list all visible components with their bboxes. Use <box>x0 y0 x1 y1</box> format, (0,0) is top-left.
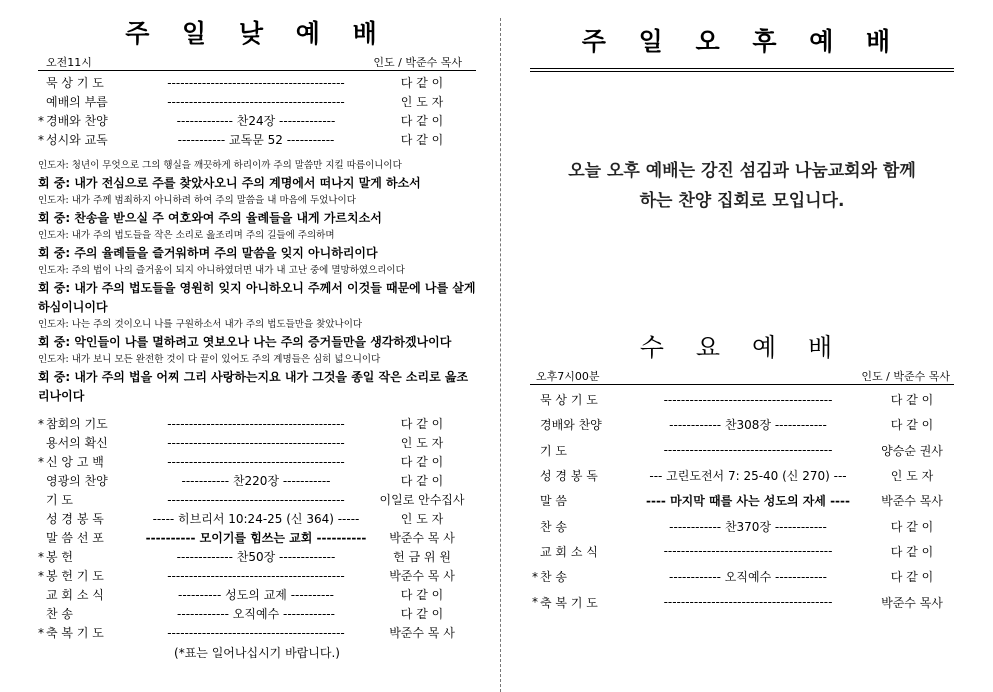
wednesday-order-row <box>530 387 954 412</box>
order-item-responsible: 다 같 이 <box>400 133 444 147</box>
order-item-label: 축 복 기 도 <box>540 595 598 610</box>
order-item-detail: ------------- 찬50장 ------------- <box>176 550 336 564</box>
leader-line: 인도자: 내가 주의 법도들을 작은 소리로 읊조리며 주의 길들에 주의하며 <box>38 230 335 241</box>
standing-marker: * <box>38 416 44 431</box>
order-item-label: 기 도 <box>46 493 73 507</box>
order-item-detail: ----------------------------------------- <box>167 625 345 640</box>
morning-order-row <box>38 414 476 433</box>
morning-order-row <box>38 604 476 623</box>
order-item-detail: ---------- 모이기를 힘쓰는 교회 ---------- <box>145 531 367 545</box>
wednesday-service-title: 수 요 예 배 <box>639 333 845 362</box>
order-item-detail: ----------------------------------------- <box>167 492 345 507</box>
order-item-label: 기 도 <box>540 443 567 458</box>
wednesday-order-row <box>530 463 954 488</box>
congregation-line: 회 중: 내가 주의 법을 어찌 그리 사랑하는지요 내가 그것을 종일 작은 소리로 읊조리나이다 <box>38 370 469 403</box>
order-item-responsible: 헌 금 위 원 <box>393 550 451 564</box>
order-item-label: 묵 상 기 도 <box>540 393 598 408</box>
order-item-responsible: 다 같 이 <box>890 570 934 585</box>
order-item-label: 성 경 봉 독 <box>46 512 104 526</box>
morning-order-row <box>38 433 476 452</box>
morning-order-row <box>38 92 476 111</box>
order-item-responsible: 다 같 이 <box>890 393 934 408</box>
morning-order-row <box>38 623 476 642</box>
afternoon-announcement <box>530 156 954 216</box>
congregation-line: 회 중: 주의 율례들을 즐거워하며 주의 말씀을 잊지 아니하리이다 <box>38 246 378 260</box>
standing-marker: * <box>38 113 44 128</box>
order-item-label: 경배와 찬양 <box>540 418 602 433</box>
order-item-label: 찬 송 <box>540 570 567 585</box>
wednesday-service-leader: 인도 / 박준수 목사 <box>861 370 950 383</box>
congregation-line: 회 중: 악인들이 나를 멸하려고 엿보오나 나는 주의 증거들만을 생각하겠나이다 <box>38 335 452 349</box>
standing-marker: * <box>38 454 44 469</box>
right-column <box>530 0 954 692</box>
order-item-responsible: 박준수 목 사 <box>389 569 455 583</box>
leader-line: 인도자: 나는 주의 것이오니 나를 구원하소서 내가 주의 법도들만을 찾았나이다 <box>38 319 363 330</box>
order-item-responsible: 다 같 이 <box>400 417 444 431</box>
order-item-detail: ----------------------------------------- <box>167 435 345 450</box>
standing-marker: * <box>532 569 538 584</box>
morning-service-leader: 인도 / 박준수 목사 <box>373 56 462 69</box>
order-item-detail: ----------- 교독문 52 ----------- <box>177 133 335 147</box>
order-item-label: 성 경 봉 독 <box>540 469 598 484</box>
morning-service-header <box>38 54 476 70</box>
announcement-line-2: 하는 찬양 집회로 모입니다. <box>639 191 845 211</box>
standing-note: (*표는 일어나십시기 바랍니다.) <box>174 646 340 660</box>
order-item-responsible: 다 같 이 <box>890 418 934 433</box>
morning-order-row <box>38 509 476 528</box>
order-item-detail: --------------------------------------- <box>663 595 833 610</box>
wednesday-order-row <box>530 589 954 614</box>
afternoon-rule-bottom <box>530 71 954 72</box>
standing-marker: * <box>38 568 44 583</box>
order-item-label: 교 회 소 식 <box>540 544 598 559</box>
leader-line: 인도자: 청년이 무엇으로 그의 행실을 깨끗하게 하리이까 주의 말씀만 지킬 따름이니이다 <box>38 160 402 171</box>
order-item-detail: ---------- 성도의 교제 ---------- <box>177 588 334 602</box>
order-item-label: 봉 헌 기 도 <box>46 569 104 583</box>
morning-order-row <box>38 490 476 509</box>
wednesday-order-row <box>530 513 954 538</box>
wednesday-order-row <box>530 564 954 589</box>
order-item-responsible: 다 같 이 <box>400 607 444 621</box>
order-item-detail: ----------------------------------------- <box>167 75 345 90</box>
responsive-reading <box>38 158 476 406</box>
standing-marker: * <box>38 549 44 564</box>
morning-order-row <box>38 130 476 149</box>
announcement-line-1: 오늘 오후 예배는 강진 섬김과 나눔교회와 함께 <box>568 161 916 181</box>
afternoon-service-title: 주 일 오 후 예 배 <box>581 27 903 56</box>
order-item-detail: --------------------------------------- <box>663 392 833 407</box>
order-item-responsible: 다 같 이 <box>400 114 444 128</box>
order-item-label: 신 앙 고 백 <box>46 455 104 469</box>
order-item-label: 찬 송 <box>46 607 73 621</box>
order-item-responsible: 인 도 자 <box>400 436 444 450</box>
leader-line: 인도자: 주의 법이 나의 즐거움이 되지 아니하였더면 내가 내 고난 중에 멸망하였으리이다 <box>38 265 405 276</box>
order-item-label: 예배의 부름 <box>46 95 108 109</box>
order-item-responsible: 이일로 안수집사 <box>379 493 465 507</box>
morning-order-row <box>38 528 476 547</box>
order-item-detail: ------------- 찬24장 ------------- <box>176 114 336 128</box>
order-item-responsible: 인 도 자 <box>890 469 934 484</box>
order-item-detail: ----------- 찬220장 ----------- <box>181 474 331 488</box>
order-item-label: 말 씀 <box>540 494 567 509</box>
order-item-label: 봉 헌 <box>46 550 73 564</box>
order-item-responsible: 양승순 권사 <box>881 443 943 458</box>
wednesday-service-header <box>530 368 954 384</box>
order-item-responsible: 박준수 목사 <box>881 595 943 610</box>
congregation-line: 회 중: 내가 전심으로 주를 찾았사오니 주의 계명에서 떠나지 말게 하소서 <box>38 176 421 190</box>
morning-order-row <box>38 111 476 130</box>
wednesday-order-row <box>530 412 954 437</box>
order-item-detail: ------------ 찬308장 ------------ <box>669 418 827 433</box>
order-item-detail: --------------------------------------- <box>663 443 833 458</box>
order-item-label: 용서의 확신 <box>46 436 108 450</box>
standing-marker: * <box>532 595 538 610</box>
morning-header-rule <box>38 70 476 71</box>
wednesday-order-row <box>530 488 954 513</box>
order-item-label: 축 복 기 도 <box>46 626 104 640</box>
morning-order-bottom <box>38 414 476 642</box>
order-item-detail: ----------------------------------------- <box>167 94 345 109</box>
order-item-responsible: 박준수 목사 <box>881 494 943 509</box>
wednesday-order <box>530 387 954 615</box>
order-item-detail: ------------ 찬370장 ------------ <box>669 519 827 534</box>
order-item-detail: ----------------------------------------- <box>167 454 345 469</box>
order-item-label: 말 씀 선 포 <box>46 531 104 545</box>
order-item-detail: ----------------------------------------- <box>167 416 345 431</box>
order-item-detail: --- 고린도전서 7: 25-40 (신 270) --- <box>649 469 847 484</box>
morning-order-top <box>38 73 476 149</box>
order-item-detail: --------------------------------------- <box>663 544 833 559</box>
order-item-responsible: 박준수 목 사 <box>389 626 455 640</box>
leader-line: 인도자: 내가 주께 범죄하지 아니하려 하여 주의 말씀을 내 마음에 두었나이다 <box>38 195 356 206</box>
wednesday-service-time: 오후7시00분 <box>536 370 600 383</box>
order-item-responsible: 다 같 이 <box>400 474 444 488</box>
order-item-detail: ----- 히브리서 10:24-25 (신 364) ----- <box>152 512 360 526</box>
column-divider <box>500 18 501 692</box>
order-item-responsible: 박준수 목 사 <box>389 531 455 545</box>
order-item-detail: ---- 마지막 때를 사는 성도의 자세 ---- <box>645 494 850 509</box>
morning-order-row <box>38 452 476 471</box>
morning-order-row <box>38 566 476 585</box>
morning-order-row <box>38 73 476 92</box>
morning-service-column <box>38 0 476 692</box>
order-item-responsible: 다 같 이 <box>400 76 444 90</box>
order-item-responsible: 다 같 이 <box>400 455 444 469</box>
order-item-label: 찬 송 <box>540 519 567 534</box>
congregation-line: 회 중: 찬송을 받으실 주 여호와여 주의 율례들을 내게 가르치소서 <box>38 211 382 225</box>
order-item-label: 참회의 기도 <box>46 417 108 431</box>
afternoon-rule-top <box>530 68 954 69</box>
morning-order-row <box>38 585 476 604</box>
standing-marker: * <box>38 132 44 147</box>
wednesday-order-row <box>530 539 954 564</box>
order-item-label: 교 회 소 식 <box>46 588 104 602</box>
order-item-detail: ------------ 오직예수 ------------ <box>177 607 335 621</box>
morning-service-time: 오전11시 <box>46 56 92 69</box>
morning-order-row <box>38 547 476 566</box>
order-item-responsible: 다 같 이 <box>890 519 934 534</box>
order-item-detail: ----------------------------------------- <box>167 568 345 583</box>
order-item-label: 묵 상 기 도 <box>46 76 104 90</box>
congregation-line: 회 중: 내가 주의 법도들을 영원히 잊지 아니하오니 주께서 이것들 때문에 나를 살게 하심이니이다 <box>38 281 476 314</box>
wednesday-header-rule <box>530 384 954 385</box>
order-item-responsible: 다 같 이 <box>890 544 934 559</box>
morning-service-title: 주 일 낮 예 배 <box>125 19 389 48</box>
order-item-label: 성시와 교독 <box>46 133 108 147</box>
wednesday-order-row <box>530 438 954 463</box>
order-item-detail: ------------ 오직예수 ------------ <box>669 570 827 585</box>
morning-order-row <box>38 471 476 490</box>
order-item-responsible: 인 도 자 <box>400 512 444 526</box>
standing-marker: * <box>38 625 44 640</box>
order-item-label: 경배와 찬양 <box>46 114 108 128</box>
order-item-label: 영광의 찬양 <box>46 474 108 488</box>
order-item-responsible: 다 같 이 <box>400 588 444 602</box>
leader-line: 인도자: 내가 보니 모든 완전한 것이 다 끝이 있어도 주의 계명들은 심히 넓으니이다 <box>38 354 381 365</box>
order-item-responsible: 인 도 자 <box>400 95 444 109</box>
